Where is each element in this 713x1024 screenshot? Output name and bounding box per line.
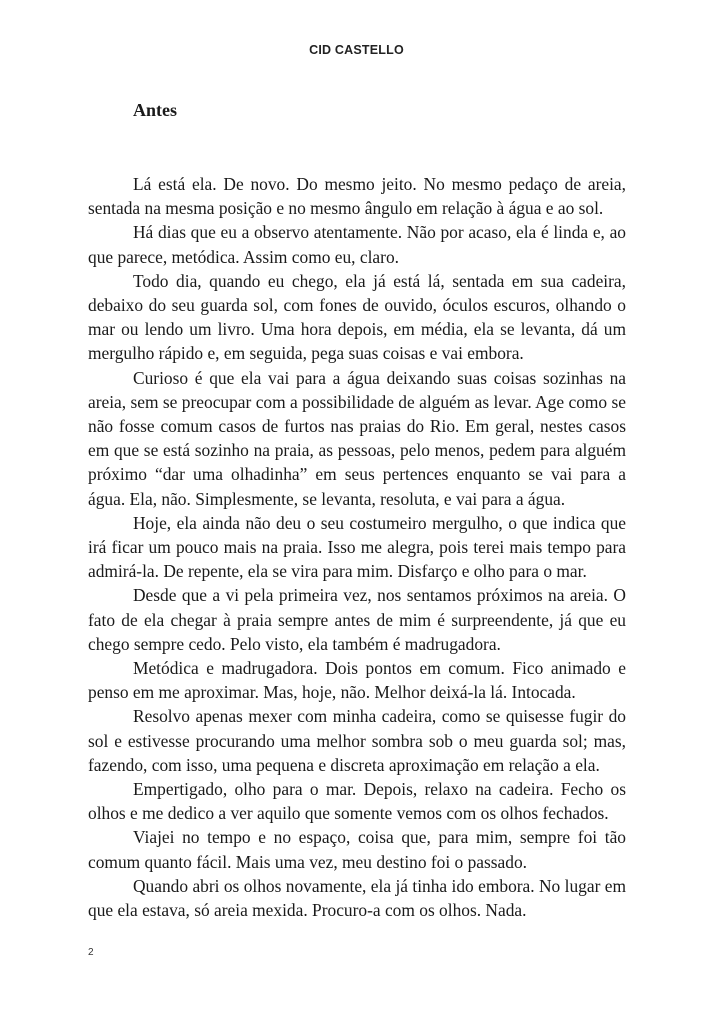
paragraph: Hoje, ela ainda não deu o seu costumeiro mergulho, o que indica que irá ficar um pouco mais na praia. Isso me alegra, pois terei mais tempo para admirá-la. De repente, ela se vira para mim. Disfarço e olho para o mar. — [88, 512, 626, 582]
page-number: 2 — [88, 947, 94, 958]
paragraph: Desde que a vi pela primeira vez, nos sentamos próximos na areia. O fato de ela chegar à praia sempre antes de mim é surpreendente, já que eu chego sempre cedo. Pelo visto, ela também é madrugadora. — [88, 585, 626, 654]
paragraph: Curioso é que ela vai para a água deixando suas coisas sozinhas na areia, sem se preocupar com a possibilidade de alguém as levar. Age como se não fosse comum casos de furtos nas praias do Rio. Em geral, nestes casos em que se está sozinho na praia, as pessoas, pelo menos, pedem para alguém próximo “dar uma olhadinha” em seus pertences enquanto se vai para a água. Ela, não. Simplesmente, se levanta, resoluta, e vai para a água. — [88, 367, 626, 509]
chapter-title: Antes — [133, 100, 177, 120]
paragraph: Há dias que eu a observo atentamente. Não por acaso, ela é linda e, ao que parece, metódica. Assim como eu, claro. — [88, 222, 626, 267]
paragraph: Quando abri os olhos novamente, ela já tinha ido embora. No lugar em que ela estava, só areia mexida. Procuro-a com os olhos. Nada. — [88, 875, 626, 921]
paragraph: Viajei no tempo e no espaço, coisa que, para mim, sempre foi tão comum quanto fácil. Mais uma vez, meu destino foi o passado. — [88, 827, 626, 872]
paragraph: Lá está ela. De novo. Do mesmo jeito. No mesmo pedaço de areia, sentada na mesma posição e no mesmo ângulo em relação à água e ao sol. — [88, 174, 626, 219]
paragraph: Resolvo apenas mexer com minha cadeira, como se quisesse fugir do sol e estivesse procurando uma melhor sombra sob o meu guarda sol; mas, fazendo, com isso, uma pequena e discreta aproximação em relação a ela. — [88, 706, 626, 775]
running-header-author: CID CASTELLO — [309, 43, 404, 57]
paragraph: Todo dia, quando eu chego, ela já está lá, sentada em sua cadeira, debaixo do seu guarda sol, com fones de ouvido, óculos escuros, olhando o mar ou lendo um livro. Uma hora depois, em média, ela se levanta, dá um mergulho rápido e, em seguida, pega suas coisas e vai embora. — [88, 270, 626, 364]
paragraph: Metódica e madrugadora. Dois pontos em comum. Fico animado e penso em me aproximar. Mas, hoje, não. Melhor deixá-la lá. Intocada. — [88, 658, 626, 703]
paragraph: Empertigado, olho para o mar. Depois, relaxo na cadeira. Fecho os olhos e me dedico a ver aquilo que somente vemos com os olhos fechados. — [88, 779, 626, 824]
body-text — [88, 172, 626, 922]
